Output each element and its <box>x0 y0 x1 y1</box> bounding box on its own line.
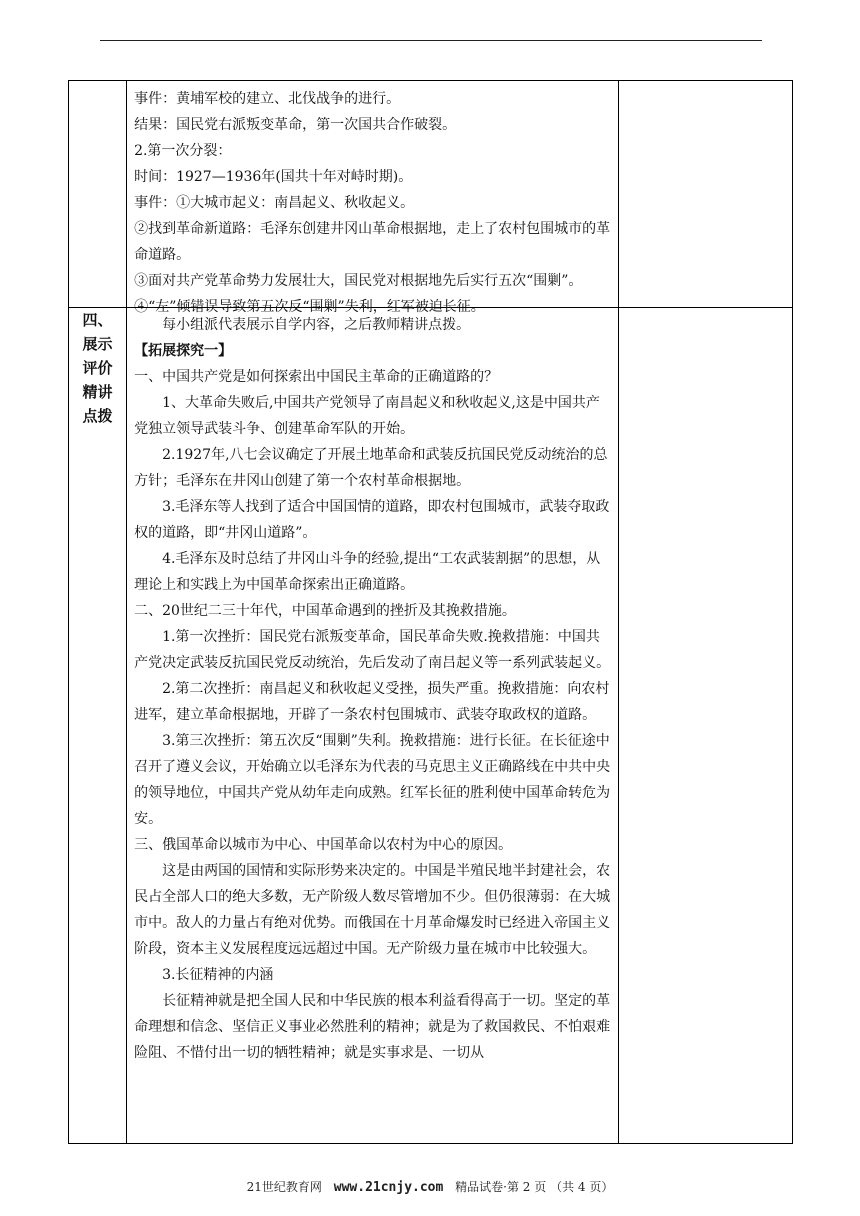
question-three: 三、俄国革命以城市为中心、中国革命以农村为中心的原因。 <box>134 837 513 853</box>
question-two: 二、20世纪二三十年代，中国革命遇到的挫折及其挽救措施。 <box>134 603 516 619</box>
question-one: 一、中国共产党是如何探索出中国民主革命的正确道路的？ <box>134 369 499 385</box>
page-footer <box>0 1178 860 1195</box>
answer-item: 2.第二次挫折：南昌起义和秋收起义受挫，损失严重。挽救措施：向农村进军，建立革命根据地，开辟了一条农村包围城市、武装夺取政权的道路。 <box>134 681 610 723</box>
notes-cell <box>618 81 792 308</box>
content-cell-continued <box>127 81 619 315</box>
table-row-continued <box>69 81 793 308</box>
text-line: 时间：1927—1936年(国共十年对峙时期)。 <box>134 169 413 185</box>
answer-item: 2.1927年,八七会议确定了开展土地革命和武装反抗国民党反动统治的总方针；毛泽东在井冈山创建了第一个农村革命根据地。 <box>134 447 608 489</box>
answer-paragraph: 这是由两国的国情和实际形势来决定的。中国是半殖民地半封建社会，农民占全部人口的绝大多数，无产阶级人数尽管增加不少。但仍很薄弱：在大城市中。敌人的力量占有绝对优势。而俄国在十月革命爆发时已经进入帝国主义阶段，资本主义发展程度远远超过中国。无产阶级力量在城市中比较强大。 <box>134 863 611 957</box>
answer-paragraph: 长征精神就是把全国人民和中华民族的根本利益看得高于一切。坚定的革命理想和信念、坚信正义事业必然胜利的精神；就是为了救国救民、不怕艰难险阻、不惜付出一切的牺牲精神；就是实事求是、一切从 <box>134 993 611 1061</box>
answer-item: 3.毛泽东等人找到了适合中国国情的道路，即农村包围城市，武装夺取政权的道路，即“井冈山道路”。 <box>134 499 610 541</box>
table-row-stage-four <box>69 308 793 1144</box>
subsection-title: 3.长征精神的内涵 <box>162 967 274 983</box>
footer-site-link[interactable]: www.21cnjy.com <box>333 1180 444 1195</box>
footer-page-info: 精品试卷·第 2 页 （共 4 页） <box>455 1180 614 1194</box>
intro-text: 每小组派代表展示自学内容，之后教师精讲点拨。 <box>162 317 471 333</box>
text-line: 2.第一次分裂： <box>134 143 232 159</box>
content-cell-main <box>127 308 619 1144</box>
stage-label-cell <box>69 308 127 1144</box>
answer-item: 1.第一次挫折：国民党右派叛变革命，国民革命失败.挽救措施：中国共产党决定武装反抗国民党反动统治，先后发动了南吕起义等一系列武装起义。 <box>134 629 611 671</box>
header-rule <box>100 40 762 41</box>
lesson-table <box>68 80 793 1144</box>
stage-label: 四、 展示 评价 精讲 点拨 <box>82 311 113 425</box>
answer-item: 3.第三次挫折：第五次反“围剿”失利。挽救措施：进行长征。在长征途中召开了遵义会议，开始确立以毛泽东为代表的马克思主义正确路线在中共中央的领导地位，中国共产党从幼年走向成熟。红军长征的胜利使中国革命转危为安。 <box>134 733 611 827</box>
text-line: ④“左”倾错误导致第五次反“围剿”失利，红军被迫长征。 <box>134 299 485 315</box>
notes-cell <box>618 308 792 1144</box>
text-line: 事件：黄埔军校的建立、北伐战争的进行。 <box>134 91 401 107</box>
footer-publisher: 21世纪教育网 <box>246 1180 322 1194</box>
text-line: ③面对共产党革命势力发展壮大，国民党对根据地先后实行五次“围剿”。 <box>134 273 583 289</box>
answer-item: 4.毛泽东及时总结了井冈山斗争的经验,提出“工农武装割据”的思想，从理论上和实践上为中国革命探索出正确道路。 <box>134 551 601 593</box>
text-line: ②找到革命新道路：毛泽东创建井冈山革命根据地，走上了农村包围城市的革命道路。 <box>134 221 611 263</box>
answer-item: 1、大革命失败后,中国共产党领导了南昌起义和秋收起义,这是中国共产党独立领导武装斗争、创建革命军队的开始。 <box>134 395 600 437</box>
section-heading: 【拓展探究一】 <box>134 343 233 359</box>
text-line: 结果：国民党右派叛变革命，第一次国共合作破裂。 <box>134 117 457 133</box>
text-line: 事件：①大城市起义：南昌起义、秋收起义。 <box>134 195 415 211</box>
stage-cell-empty <box>69 81 127 308</box>
